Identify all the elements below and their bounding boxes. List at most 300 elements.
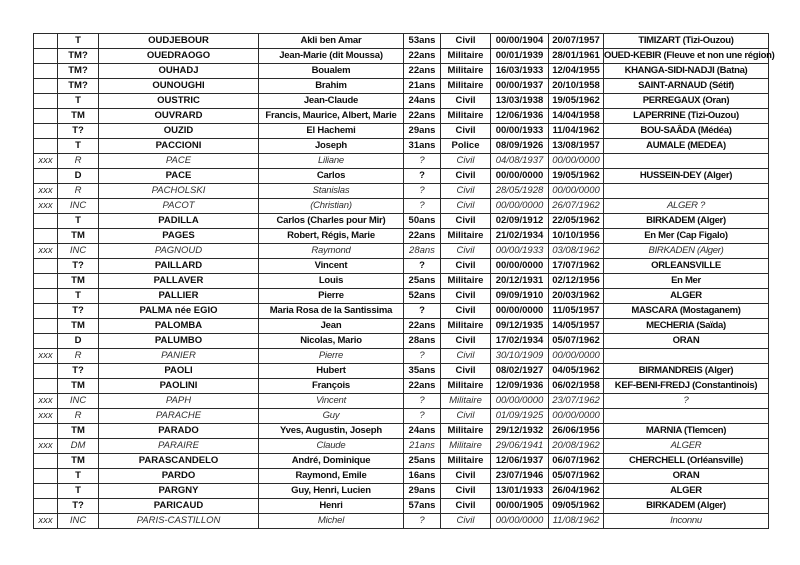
- cell-category: Civil: [441, 499, 491, 514]
- cell-death-date: 14/05/1957: [549, 319, 604, 334]
- cell-birth-date: 00/00/0000: [491, 259, 549, 274]
- cell-death-date: 11/05/1957: [549, 304, 604, 319]
- cell-death-date: 03/08/1962: [549, 244, 604, 259]
- cell-death-date: 17/07/1962: [549, 259, 604, 274]
- cell-category: Militaire: [441, 79, 491, 94]
- cell-status-code: T: [58, 139, 99, 154]
- table-row: [34, 154, 769, 169]
- cell-age: 35ans: [404, 364, 441, 379]
- cell-age: 16ans: [404, 469, 441, 484]
- cell-category: Civil: [441, 289, 491, 304]
- cell-xxx-marker: [34, 319, 58, 334]
- cell-xxx-marker: xxx: [34, 439, 58, 454]
- cell-place: MARNIA (Tlemcen): [604, 424, 769, 439]
- cell-category: Militaire: [441, 64, 491, 79]
- table-row: [34, 424, 769, 439]
- cell-place: SAINT-ARNAUD (Sétif): [604, 79, 769, 94]
- cell-given-names: Pierre: [259, 289, 404, 304]
- cell-surname: PAPH: [99, 394, 259, 409]
- cell-surname: PARASCANDELO: [99, 454, 259, 469]
- cell-xxx-marker: [34, 424, 58, 439]
- cell-xxx-marker: xxx: [34, 349, 58, 364]
- cell-xxx-marker: [34, 64, 58, 79]
- cell-birth-date: 00/00/1933: [491, 244, 549, 259]
- cell-age: 29ans: [404, 484, 441, 499]
- cell-surname: PARGNY: [99, 484, 259, 499]
- cell-place: LAPERRINE (Tizi-Ouzou): [604, 109, 769, 124]
- cell-birth-date: 00/00/1904: [491, 34, 549, 49]
- cell-place: [604, 184, 769, 199]
- cell-place: BOU-SAÂDA (Médéa): [604, 124, 769, 139]
- cell-place: ORAN: [604, 469, 769, 484]
- cell-death-date: 11/04/1962: [549, 124, 604, 139]
- table-row: [34, 229, 769, 244]
- cell-status-code: DM: [58, 439, 99, 454]
- cell-birth-date: 09/12/1935: [491, 319, 549, 334]
- cell-age: 24ans: [404, 424, 441, 439]
- cell-surname: PAOLI: [99, 364, 259, 379]
- table-row: [34, 319, 769, 334]
- cell-category: Militaire: [441, 439, 491, 454]
- table-row: [34, 259, 769, 274]
- cell-category: Civil: [441, 304, 491, 319]
- cell-surname: PACE: [99, 169, 259, 184]
- cell-place: ORLEANSVILLE: [604, 259, 769, 274]
- cell-given-names: Hubert: [259, 364, 404, 379]
- cell-status-code: INC: [58, 199, 99, 214]
- cell-place: MASCARA (Mostaganem): [604, 304, 769, 319]
- cell-status-code: T: [58, 34, 99, 49]
- cell-xxx-marker: [34, 229, 58, 244]
- cell-place: ORAN: [604, 334, 769, 349]
- cell-given-names: Louis: [259, 274, 404, 289]
- cell-given-names: Guy, Henri, Lucien: [259, 484, 404, 499]
- cell-place: BIRKADEM (Alger): [604, 214, 769, 229]
- cell-birth-date: 02/09/1912: [491, 214, 549, 229]
- cell-xxx-marker: [34, 304, 58, 319]
- cell-death-date: 12/04/1955: [549, 64, 604, 79]
- cell-xxx-marker: [34, 259, 58, 274]
- cell-death-date: 06/07/1962: [549, 454, 604, 469]
- cell-status-code: R: [58, 154, 99, 169]
- cell-age: 29ans: [404, 124, 441, 139]
- cell-given-names: Guy: [259, 409, 404, 424]
- cell-place: BIRKADEM (Alger): [604, 499, 769, 514]
- cell-given-names: Jean-Claude: [259, 94, 404, 109]
- cell-place: BIRMANDREIS (Alger): [604, 364, 769, 379]
- cell-category: Militaire: [441, 454, 491, 469]
- cell-xxx-marker: [34, 169, 58, 184]
- table-row: [34, 94, 769, 109]
- cell-category: Militaire: [441, 274, 491, 289]
- cell-birth-date: 28/05/1928: [491, 184, 549, 199]
- cell-category: Civil: [441, 34, 491, 49]
- cell-surname: OUZID: [99, 124, 259, 139]
- cell-surname: OUDJEBOUR: [99, 34, 259, 49]
- cell-age: ?: [404, 304, 441, 319]
- cell-place: ALGER: [604, 289, 769, 304]
- cell-given-names: Liliane: [259, 154, 404, 169]
- cell-place: ALGER: [604, 484, 769, 499]
- cell-status-code: T: [58, 214, 99, 229]
- cell-xxx-marker: [34, 124, 58, 139]
- cell-given-names: Pierre: [259, 349, 404, 364]
- cell-surname: OUNOUGHI: [99, 79, 259, 94]
- cell-given-names: Akli ben Amar: [259, 34, 404, 49]
- cell-place: [604, 154, 769, 169]
- cell-given-names: Boualem: [259, 64, 404, 79]
- cell-age: 22ans: [404, 64, 441, 79]
- cell-status-code: TM: [58, 319, 99, 334]
- cell-category: Civil: [441, 154, 491, 169]
- cell-death-date: 06/02/1958: [549, 379, 604, 394]
- cell-death-date: 00/00/0000: [549, 154, 604, 169]
- cell-age: ?: [404, 184, 441, 199]
- cell-place: MECHERIA (Saïda): [604, 319, 769, 334]
- cell-birth-date: 21/02/1934: [491, 229, 549, 244]
- cell-surname: PAGNOUD: [99, 244, 259, 259]
- cell-given-names: Henri: [259, 499, 404, 514]
- cell-status-code: TM: [58, 454, 99, 469]
- cell-xxx-marker: [34, 214, 58, 229]
- table-row: [34, 409, 769, 424]
- cell-status-code: TM: [58, 229, 99, 244]
- cell-status-code: T?: [58, 304, 99, 319]
- table-row: [34, 244, 769, 259]
- cell-category: Civil: [441, 184, 491, 199]
- cell-place: ALGER: [604, 439, 769, 454]
- cell-death-date: 28/01/1961: [549, 49, 604, 64]
- cell-death-date: 20/03/1962: [549, 289, 604, 304]
- cell-given-names: Michel: [259, 514, 404, 529]
- cell-age: 25ans: [404, 274, 441, 289]
- cell-surname: PAOLINI: [99, 379, 259, 394]
- cell-birth-date: 13/03/1938: [491, 94, 549, 109]
- cell-death-date: 02/12/1956: [549, 274, 604, 289]
- table-row: [34, 109, 769, 124]
- cell-category: Militaire: [441, 379, 491, 394]
- cell-status-code: TM?: [58, 49, 99, 64]
- cell-age: 22ans: [404, 379, 441, 394]
- cell-xxx-marker: [34, 379, 58, 394]
- cell-death-date: 26/06/1956: [549, 424, 604, 439]
- cell-surname: PARADO: [99, 424, 259, 439]
- cell-death-date: 11/08/1962: [549, 514, 604, 529]
- cell-given-names: Joseph: [259, 139, 404, 154]
- cell-place: HUSSEIN-DEY (Alger): [604, 169, 769, 184]
- cell-xxx-marker: xxx: [34, 154, 58, 169]
- cell-category: Civil: [441, 94, 491, 109]
- cell-surname: OUEDRAOGO: [99, 49, 259, 64]
- cell-age: 22ans: [404, 49, 441, 64]
- cell-given-names: Raymond, Emile: [259, 469, 404, 484]
- cell-xxx-marker: [34, 469, 58, 484]
- cell-death-date: 23/07/1962: [549, 394, 604, 409]
- cell-xxx-marker: [34, 139, 58, 154]
- cell-given-names: El Hachemi: [259, 124, 404, 139]
- cell-age: 22ans: [404, 319, 441, 334]
- cell-place: En Mer (Cap Figalo): [604, 229, 769, 244]
- cell-death-date: 04/05/1962: [549, 364, 604, 379]
- table-row: [34, 304, 769, 319]
- cell-age: 25ans: [404, 454, 441, 469]
- cell-xxx-marker: [34, 484, 58, 499]
- cell-death-date: 22/05/1962: [549, 214, 604, 229]
- table-row: [34, 514, 769, 529]
- cell-death-date: 20/07/1957: [549, 34, 604, 49]
- cell-death-date: 00/00/0000: [549, 184, 604, 199]
- cell-place: [604, 349, 769, 364]
- cell-death-date: 00/00/0000: [549, 349, 604, 364]
- cell-given-names: Carlos: [259, 169, 404, 184]
- cell-death-date: 20/08/1962: [549, 439, 604, 454]
- cell-xxx-marker: [34, 49, 58, 64]
- cell-status-code: T: [58, 469, 99, 484]
- table-row: [34, 439, 769, 454]
- cell-age: 28ans: [404, 334, 441, 349]
- table-row: [34, 334, 769, 349]
- cell-birth-date: 08/09/1926: [491, 139, 549, 154]
- cell-given-names: Jean-Marie (dit Moussa): [259, 49, 404, 64]
- cell-birth-date: 30/10/1909: [491, 349, 549, 364]
- cell-category: Militaire: [441, 424, 491, 439]
- table-row: [34, 349, 769, 364]
- cell-given-names: Maria Rosa de la Santissima: [259, 304, 404, 319]
- cell-place: KEF-BENI-FREDJ (Constantinois): [604, 379, 769, 394]
- cell-given-names: Vincent: [259, 394, 404, 409]
- cell-given-names: Carlos (Charles pour Mir): [259, 214, 404, 229]
- cell-status-code: D: [58, 169, 99, 184]
- cell-place: ALGER ?: [604, 199, 769, 214]
- cell-age: 50ans: [404, 214, 441, 229]
- cell-given-names: André, Dominique: [259, 454, 404, 469]
- cell-xxx-marker: [34, 364, 58, 379]
- cell-death-date: 09/05/1962: [549, 499, 604, 514]
- cell-status-code: TM: [58, 109, 99, 124]
- cell-given-names: Brahim: [259, 79, 404, 94]
- cell-category: Police: [441, 139, 491, 154]
- cell-age: ?: [404, 394, 441, 409]
- cell-category: Civil: [441, 214, 491, 229]
- cell-death-date: 00/00/0000: [549, 409, 604, 424]
- cell-xxx-marker: [34, 94, 58, 109]
- cell-xxx-marker: [34, 34, 58, 49]
- table-row: [34, 499, 769, 514]
- cell-status-code: TM: [58, 274, 99, 289]
- table-row: [34, 484, 769, 499]
- cell-category: Militaire: [441, 394, 491, 409]
- cell-death-date: 26/07/1962: [549, 199, 604, 214]
- cell-xxx-marker: [34, 334, 58, 349]
- cell-status-code: T: [58, 289, 99, 304]
- cell-birth-date: 00/00/0000: [491, 169, 549, 184]
- cell-age: 57ans: [404, 499, 441, 514]
- cell-status-code: T?: [58, 499, 99, 514]
- cell-birth-date: 09/09/1910: [491, 289, 549, 304]
- cell-surname: OUVRARD: [99, 109, 259, 124]
- cell-birth-date: 00/00/0000: [491, 394, 549, 409]
- cell-surname: PACCIONI: [99, 139, 259, 154]
- cell-age: ?: [404, 199, 441, 214]
- cell-age: 31ans: [404, 139, 441, 154]
- cell-given-names: Stanislas: [259, 184, 404, 199]
- cell-category: Civil: [441, 124, 491, 139]
- table-row: [34, 469, 769, 484]
- cell-birth-date: 17/02/1934: [491, 334, 549, 349]
- cell-status-code: R: [58, 349, 99, 364]
- cell-birth-date: 08/02/1927: [491, 364, 549, 379]
- cell-category: Militaire: [441, 49, 491, 64]
- cell-status-code: T?: [58, 259, 99, 274]
- cell-category: Civil: [441, 469, 491, 484]
- cell-death-date: 19/05/1962: [549, 169, 604, 184]
- cell-category: Militaire: [441, 229, 491, 244]
- cell-category: Civil: [441, 334, 491, 349]
- table-row: [34, 169, 769, 184]
- table-row: [34, 274, 769, 289]
- cell-age: 52ans: [404, 289, 441, 304]
- cell-place: Inconnu: [604, 514, 769, 529]
- cell-status-code: INC: [58, 394, 99, 409]
- cell-death-date: 20/10/1958: [549, 79, 604, 94]
- cell-death-date: 10/10/1956: [549, 229, 604, 244]
- cell-surname: PACHOLSKI: [99, 184, 259, 199]
- cell-age: ?: [404, 409, 441, 424]
- cell-status-code: T?: [58, 364, 99, 379]
- table-row: [34, 364, 769, 379]
- table-row: [34, 379, 769, 394]
- cell-surname: PARAIRE: [99, 439, 259, 454]
- cell-death-date: 05/07/1962: [549, 469, 604, 484]
- cell-age: 21ans: [404, 439, 441, 454]
- cell-birth-date: 04/08/1937: [491, 154, 549, 169]
- cell-birth-date: 29/12/1932: [491, 424, 549, 439]
- cell-birth-date: 01/09/1925: [491, 409, 549, 424]
- cell-surname: PANIER: [99, 349, 259, 364]
- cell-death-date: 14/04/1958: [549, 109, 604, 124]
- cell-age: ?: [404, 154, 441, 169]
- cell-age: 24ans: [404, 94, 441, 109]
- cell-xxx-marker: [34, 454, 58, 469]
- cell-status-code: R: [58, 409, 99, 424]
- cell-status-code: T?: [58, 124, 99, 139]
- cell-status-code: TM: [58, 379, 99, 394]
- cell-xxx-marker: [34, 274, 58, 289]
- cell-category: Civil: [441, 409, 491, 424]
- cell-given-names: (Christian): [259, 199, 404, 214]
- cell-status-code: INC: [58, 514, 99, 529]
- cell-birth-date: 00/00/1933: [491, 124, 549, 139]
- cell-place: AUMALE (MEDEA): [604, 139, 769, 154]
- cell-death-date: 05/07/1962: [549, 334, 604, 349]
- table-row: [34, 454, 769, 469]
- cell-birth-date: 29/06/1941: [491, 439, 549, 454]
- cell-birth-date: 23/07/1946: [491, 469, 549, 484]
- cell-birth-date: 20/12/1931: [491, 274, 549, 289]
- cell-category: Civil: [441, 169, 491, 184]
- cell-category: Civil: [441, 364, 491, 379]
- cell-given-names: Claude: [259, 439, 404, 454]
- cell-birth-date: 12/06/1937: [491, 454, 549, 469]
- cell-status-code: T: [58, 94, 99, 109]
- cell-category: Civil: [441, 259, 491, 274]
- cell-xxx-marker: xxx: [34, 394, 58, 409]
- cell-category: Militaire: [441, 109, 491, 124]
- cell-status-code: TM?: [58, 64, 99, 79]
- cell-birth-date: 12/09/1936: [491, 379, 549, 394]
- cell-xxx-marker: xxx: [34, 244, 58, 259]
- cell-age: 22ans: [404, 229, 441, 244]
- cell-status-code: T: [58, 484, 99, 499]
- cell-status-code: D: [58, 334, 99, 349]
- cell-surname: PALLIER: [99, 289, 259, 304]
- cell-surname: PARDO: [99, 469, 259, 484]
- cell-xxx-marker: [34, 79, 58, 94]
- cell-xxx-marker: xxx: [34, 409, 58, 424]
- cell-birth-date: 00/01/1939: [491, 49, 549, 64]
- cell-xxx-marker: [34, 499, 58, 514]
- cell-birth-date: 00/00/0000: [491, 304, 549, 319]
- cell-xxx-marker: xxx: [34, 514, 58, 529]
- cell-category: Civil: [441, 199, 491, 214]
- cell-birth-date: 16/03/1933: [491, 64, 549, 79]
- cell-place: [604, 409, 769, 424]
- cell-age: 22ans: [404, 109, 441, 124]
- cell-place: BIRKADEN (Alger): [604, 244, 769, 259]
- cell-given-names: Robert, Régis, Marie: [259, 229, 404, 244]
- table-row: [34, 184, 769, 199]
- cell-surname: PALMA née EGIO: [99, 304, 259, 319]
- cell-age: 53ans: [404, 34, 441, 49]
- casualty-list-table: [33, 33, 775, 529]
- table-row: [34, 124, 769, 139]
- cell-place: ?: [604, 394, 769, 409]
- cell-status-code: INC: [58, 244, 99, 259]
- cell-surname: PAGES: [99, 229, 259, 244]
- cell-age: ?: [404, 169, 441, 184]
- cell-age: 28ans: [404, 244, 441, 259]
- cell-surname: PADILLA: [99, 214, 259, 229]
- cell-surname: PALUMBO: [99, 334, 259, 349]
- table-row: [34, 34, 769, 49]
- cell-surname: OUHADJ: [99, 64, 259, 79]
- table-body: [34, 34, 775, 529]
- cell-surname: PALLAVER: [99, 274, 259, 289]
- cell-category: Militaire: [441, 319, 491, 334]
- cell-age: ?: [404, 349, 441, 364]
- cell-place: OUED-KEBIR (Fleuve et non une région): [604, 49, 769, 64]
- cell-age: ?: [404, 514, 441, 529]
- cell-place: PERREGAUX (Oran): [604, 94, 769, 109]
- cell-category: Civil: [441, 244, 491, 259]
- cell-category: Civil: [441, 484, 491, 499]
- cell-surname: PARIS-CASTILLON: [99, 514, 259, 529]
- cell-xxx-marker: xxx: [34, 184, 58, 199]
- table-row: [34, 79, 769, 94]
- cell-category: Civil: [441, 514, 491, 529]
- cell-status-code: R: [58, 184, 99, 199]
- cell-death-date: 13/08/1957: [549, 139, 604, 154]
- cell-place: TIMIZART (Tizi-Ouzou): [604, 34, 769, 49]
- cell-category: Civil: [441, 349, 491, 364]
- cell-birth-date: 13/01/1933: [491, 484, 549, 499]
- cell-surname: PACE: [99, 154, 259, 169]
- cell-given-names: Vincent: [259, 259, 404, 274]
- cell-age: 21ans: [404, 79, 441, 94]
- cell-place: CHERCHELL (Orléansville): [604, 454, 769, 469]
- cell-surname: PALOMBA: [99, 319, 259, 334]
- cell-age: ?: [404, 259, 441, 274]
